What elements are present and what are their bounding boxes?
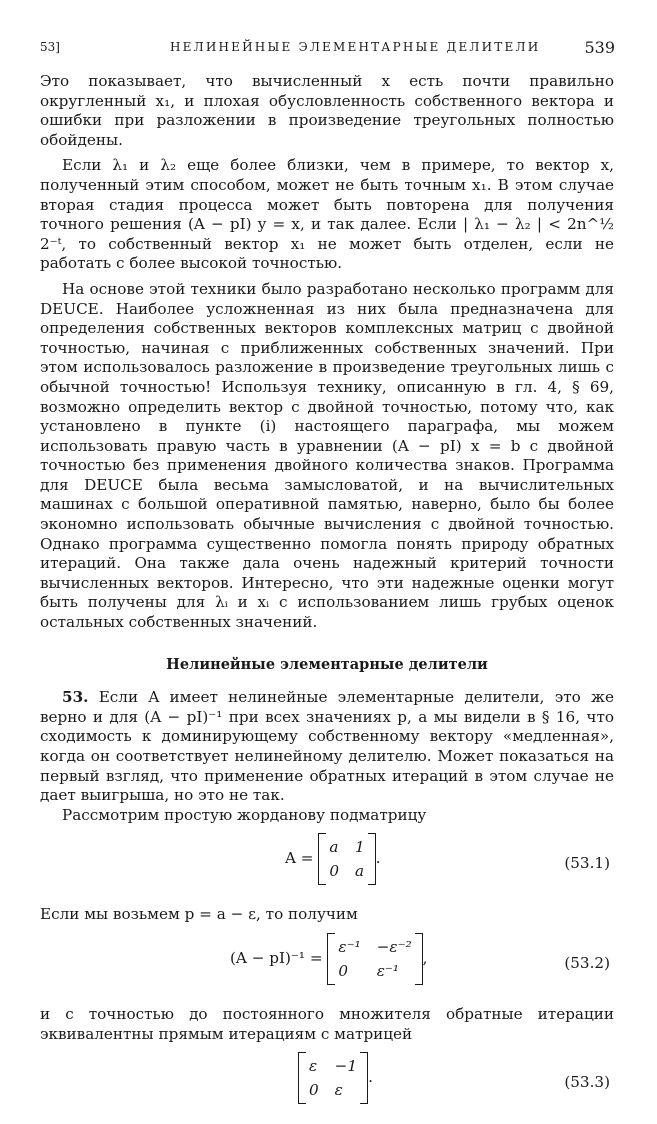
equation-53-1 xyxy=(40,833,614,895)
eq1-tail: . xyxy=(375,849,381,868)
matrix-cell: −ε⁻² xyxy=(376,937,412,956)
eq1-lhs: A = xyxy=(285,849,314,868)
page-number: 539 xyxy=(584,38,615,57)
eq3-label: (53.3) xyxy=(564,1073,610,1092)
matrix-cell: 0 xyxy=(309,1081,319,1100)
matrix-cell: ε xyxy=(334,1081,343,1100)
equation-53-3 xyxy=(40,1052,614,1114)
take-p-line: Если мы возьмем p = a − ε, то получим xyxy=(40,905,358,924)
matrix-cell: 1 xyxy=(355,838,365,857)
paragraph-2: Если λ₁ и λ₂ еще более близки, чем в примере, то вектор x, полученный этим способом, может не быть точным x₁. В этом случае вторая стадия процесса может быть повторена для получения точного решения (A − pI) y = x, и так далее. Если | λ₁ − λ₂ | < 2n^½ 2⁻ᵗ, то собственный вектор x₁ не может быть отделен, если не работать с более высокой точностью. xyxy=(40,156,614,273)
paragraph-1: Это показывает, что вычисленный x есть почти правильно округленный x₁, и плохая обусловленность собственного вектора и ошибки при разложении в произведение треугольных полностью обойдены. xyxy=(40,72,614,149)
body-text xyxy=(40,72,614,1124)
eq1-matrix xyxy=(318,833,375,885)
eq2-lhs: (A − pI)⁻¹ = xyxy=(230,948,323,967)
bracket-left xyxy=(327,933,335,985)
matrix-cell: 0 xyxy=(338,961,349,980)
eq3-tail: . xyxy=(368,1068,373,1087)
bracket-left xyxy=(298,1052,306,1104)
matrix-cell: ε⁻¹ xyxy=(338,937,361,956)
up-to-paragraph: и с точностью до постоянного множителя обратные итерации эквивалентны прямым итерациям с матрицей xyxy=(40,1004,614,1043)
matrix-cell: ε⁻¹ xyxy=(376,961,399,980)
matrix-cell: a xyxy=(355,862,365,881)
bracket-right xyxy=(360,1052,368,1104)
eq2-tail: , xyxy=(422,948,428,967)
consider-line: Рассмотрим простую жорданову подматрицу xyxy=(62,805,427,824)
section-heading: Нелинейные элементарные делители xyxy=(166,655,488,673)
matrix-cell: a xyxy=(329,838,339,857)
equation-53-2 xyxy=(40,933,614,995)
bracket-left xyxy=(318,833,326,885)
section-number: 53. xyxy=(62,688,89,707)
section-53-text: Если A имеет нелинейные элементарные делители, это же верно и для (A − pI)⁻¹ при всех значениях p, а мы видели в § 16, что сходимость к доминирующему собственному вектору «медленная», когда он соответствует нелинейному делителю. Может показаться на первый взгляд, что применение обратных итераций в этом случае не дает выигрыша, но это не так. xyxy=(40,688,614,805)
matrix-cell: 0 xyxy=(329,862,340,881)
bracket-right xyxy=(368,833,376,885)
eq2-matrix xyxy=(327,933,422,985)
page-header xyxy=(40,38,615,60)
bracket-right xyxy=(415,933,423,985)
matrix-cell: ε xyxy=(309,1057,318,1076)
section-ref: 53] xyxy=(40,40,60,54)
matrix-cell: −1 xyxy=(334,1057,358,1076)
eq1-label: (53.1) xyxy=(564,854,610,873)
running-title: НЕЛИНЕЙНЫЕ ЭЛЕМЕНТАРНЫЕ ДЕЛИТЕЛИ xyxy=(170,40,541,54)
eq3-matrix xyxy=(298,1052,368,1104)
section-53-paragraph xyxy=(40,688,614,806)
eq2-label: (53.2) xyxy=(564,953,610,972)
paragraph-3: На основе этой техники было разработано несколько программ для DEUCE. Наиболее усложненная из них была предназначена для определения собственных векторов комплексных матриц с двойной точностью, начиная с приближенных собственных значений. При этом использовалось разложение в произведение треугольных лишь с обычной точностью! Используя технику, описанную в гл. 4, § 69, возможно определить вектор с двойной точностью, потому что, как установлено в пункте (i) настоящего параграфа, мы можем использовать правую часть в уравнении (A − pI) x = b с двойной точностью без применения двойного количества знаков. Программа для DEUCE была весьма замысловатой, и на вычислительных машинах с большой оперативной памятью, наверно, было бы более экономно использовать обычные вычисления с двойной точностью. Однако программа существенно помогла понять природу обратных итераций. Она также дала очень надежный критерий точности вычисленных векторов. Интересно, что эти надежные оценки могут быть получены для λᵢ и xᵢ с использованием лишь грубых оценок остальных собственных значений. xyxy=(40,279,614,632)
